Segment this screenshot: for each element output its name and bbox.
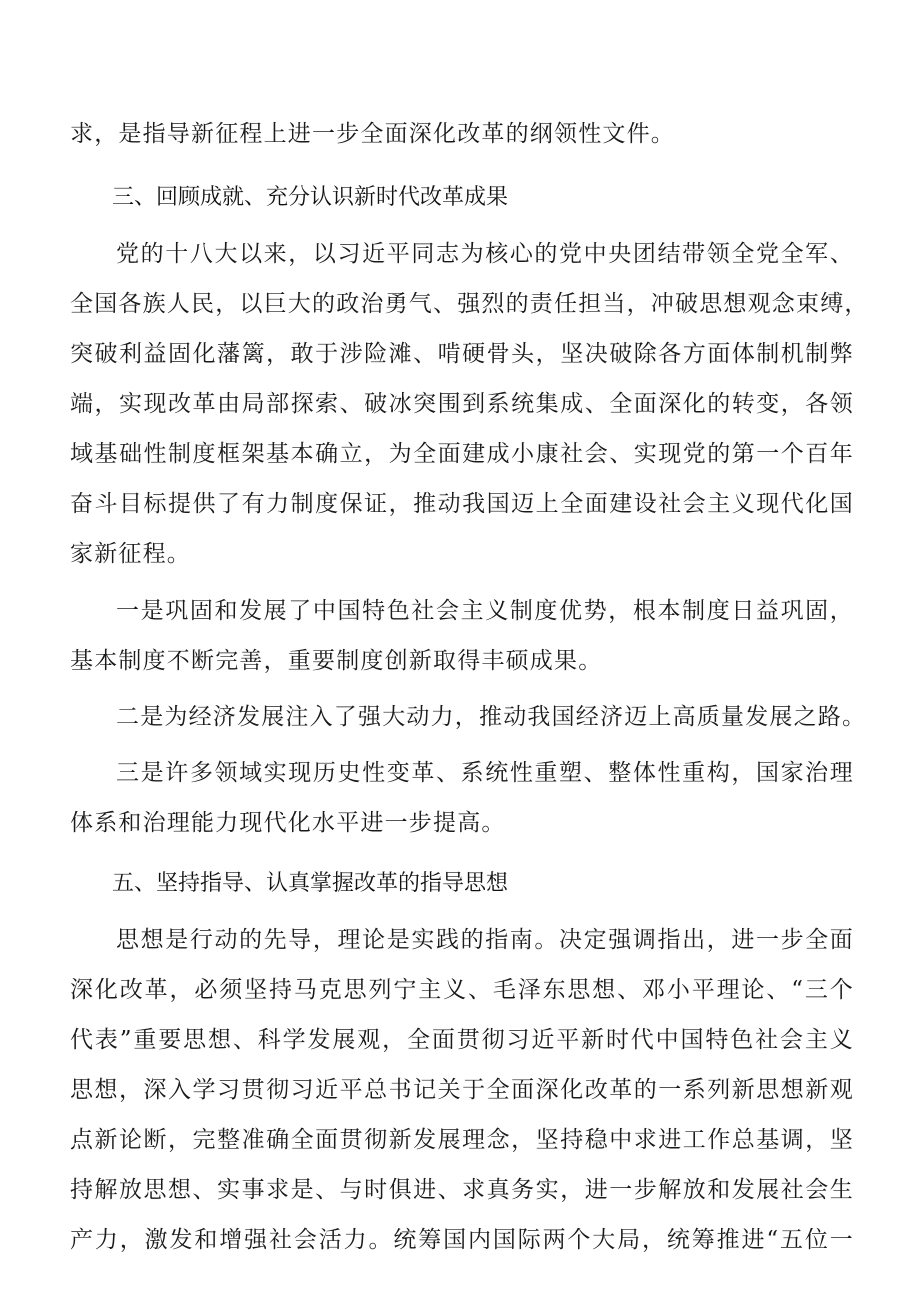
paragraph-first-line: 思想是行动的先导，理论是实践的指南。决定强调指出，进一步全面 xyxy=(116,927,854,953)
body-line: 基本制度不断完善，重要制度创新取得丰硕成果。 xyxy=(70,648,603,674)
body-line: 深化改革，必须坚持马克思列宁主义、毛泽东思想、邓小平理论、“三个 xyxy=(70,977,854,1003)
body-line: 代表”重要思想、科学发展观，全面贯彻习近平新时代中国特色社会主义 xyxy=(70,1027,854,1053)
body-line: 端，实现改革由局部探索、破冰突围到系统集成、全面深化的转变，各领 xyxy=(70,391,854,417)
body-line: 突破利益固化藩篱，敢于涉险滩、啃硬骨头，坚决破除各方面体制机制弊 xyxy=(70,341,854,367)
body-line: 点新论断，完整准确全面贯彻新发展理念，坚持稳中求进工作总基调，坚 xyxy=(70,1127,854,1153)
body-line: 持解放思想、实事求是、与时俱进、求真务实，进一步解放和发展社会生 xyxy=(70,1177,854,1203)
body-line: 家新征程。 xyxy=(70,541,191,567)
body-line: 产力，激发和增强社会活力。统筹国内国际两个大局，统筹推进“五位一 xyxy=(70,1227,854,1253)
body-line: 域基础性制度框架基本确立，为全面建成小康社会、实现党的第一个百年 xyxy=(70,441,854,467)
paragraph-first-line: 三是许多领域实现历史性变革、系统性重塑、整体性重构，国家治理 xyxy=(116,760,854,786)
body-line: 体系和治理能力现代化水平进一步提高。 xyxy=(70,810,506,836)
paragraph-first-line: 二是为经济发展注入了强大动力，推动我国经济迈上高质量发展之路。 xyxy=(116,704,867,730)
body-line: 思想，深入学习贯彻习近平总书记关于全面深化改革的一系列新思想新观 xyxy=(70,1077,854,1103)
paragraph-first-line: 党的十八大以来，以习近平同志为核心的党中央团结带领全党全军、 xyxy=(116,241,854,267)
body-line: 奋斗目标提供了有力制度保证，推动我国迈上全面建设社会主义现代化国 xyxy=(70,491,854,517)
section-heading: 五、坚持指导、认真掌握改革的指导思想 xyxy=(112,871,509,896)
paragraph-first-line: 一是巩固和发展了中国特色社会主义制度优势，根本制度日益巩固， xyxy=(116,598,854,624)
body-line: 求，是指导新征程上进一步全面深化改革的纲领性文件。 xyxy=(70,121,675,147)
section-heading: 三、回顾成就、充分认识新时代改革成果 xyxy=(112,185,509,210)
body-line: 全国各族人民，以巨大的政治勇气、强烈的责任担当，冲破思想观念束缚， xyxy=(70,291,869,317)
